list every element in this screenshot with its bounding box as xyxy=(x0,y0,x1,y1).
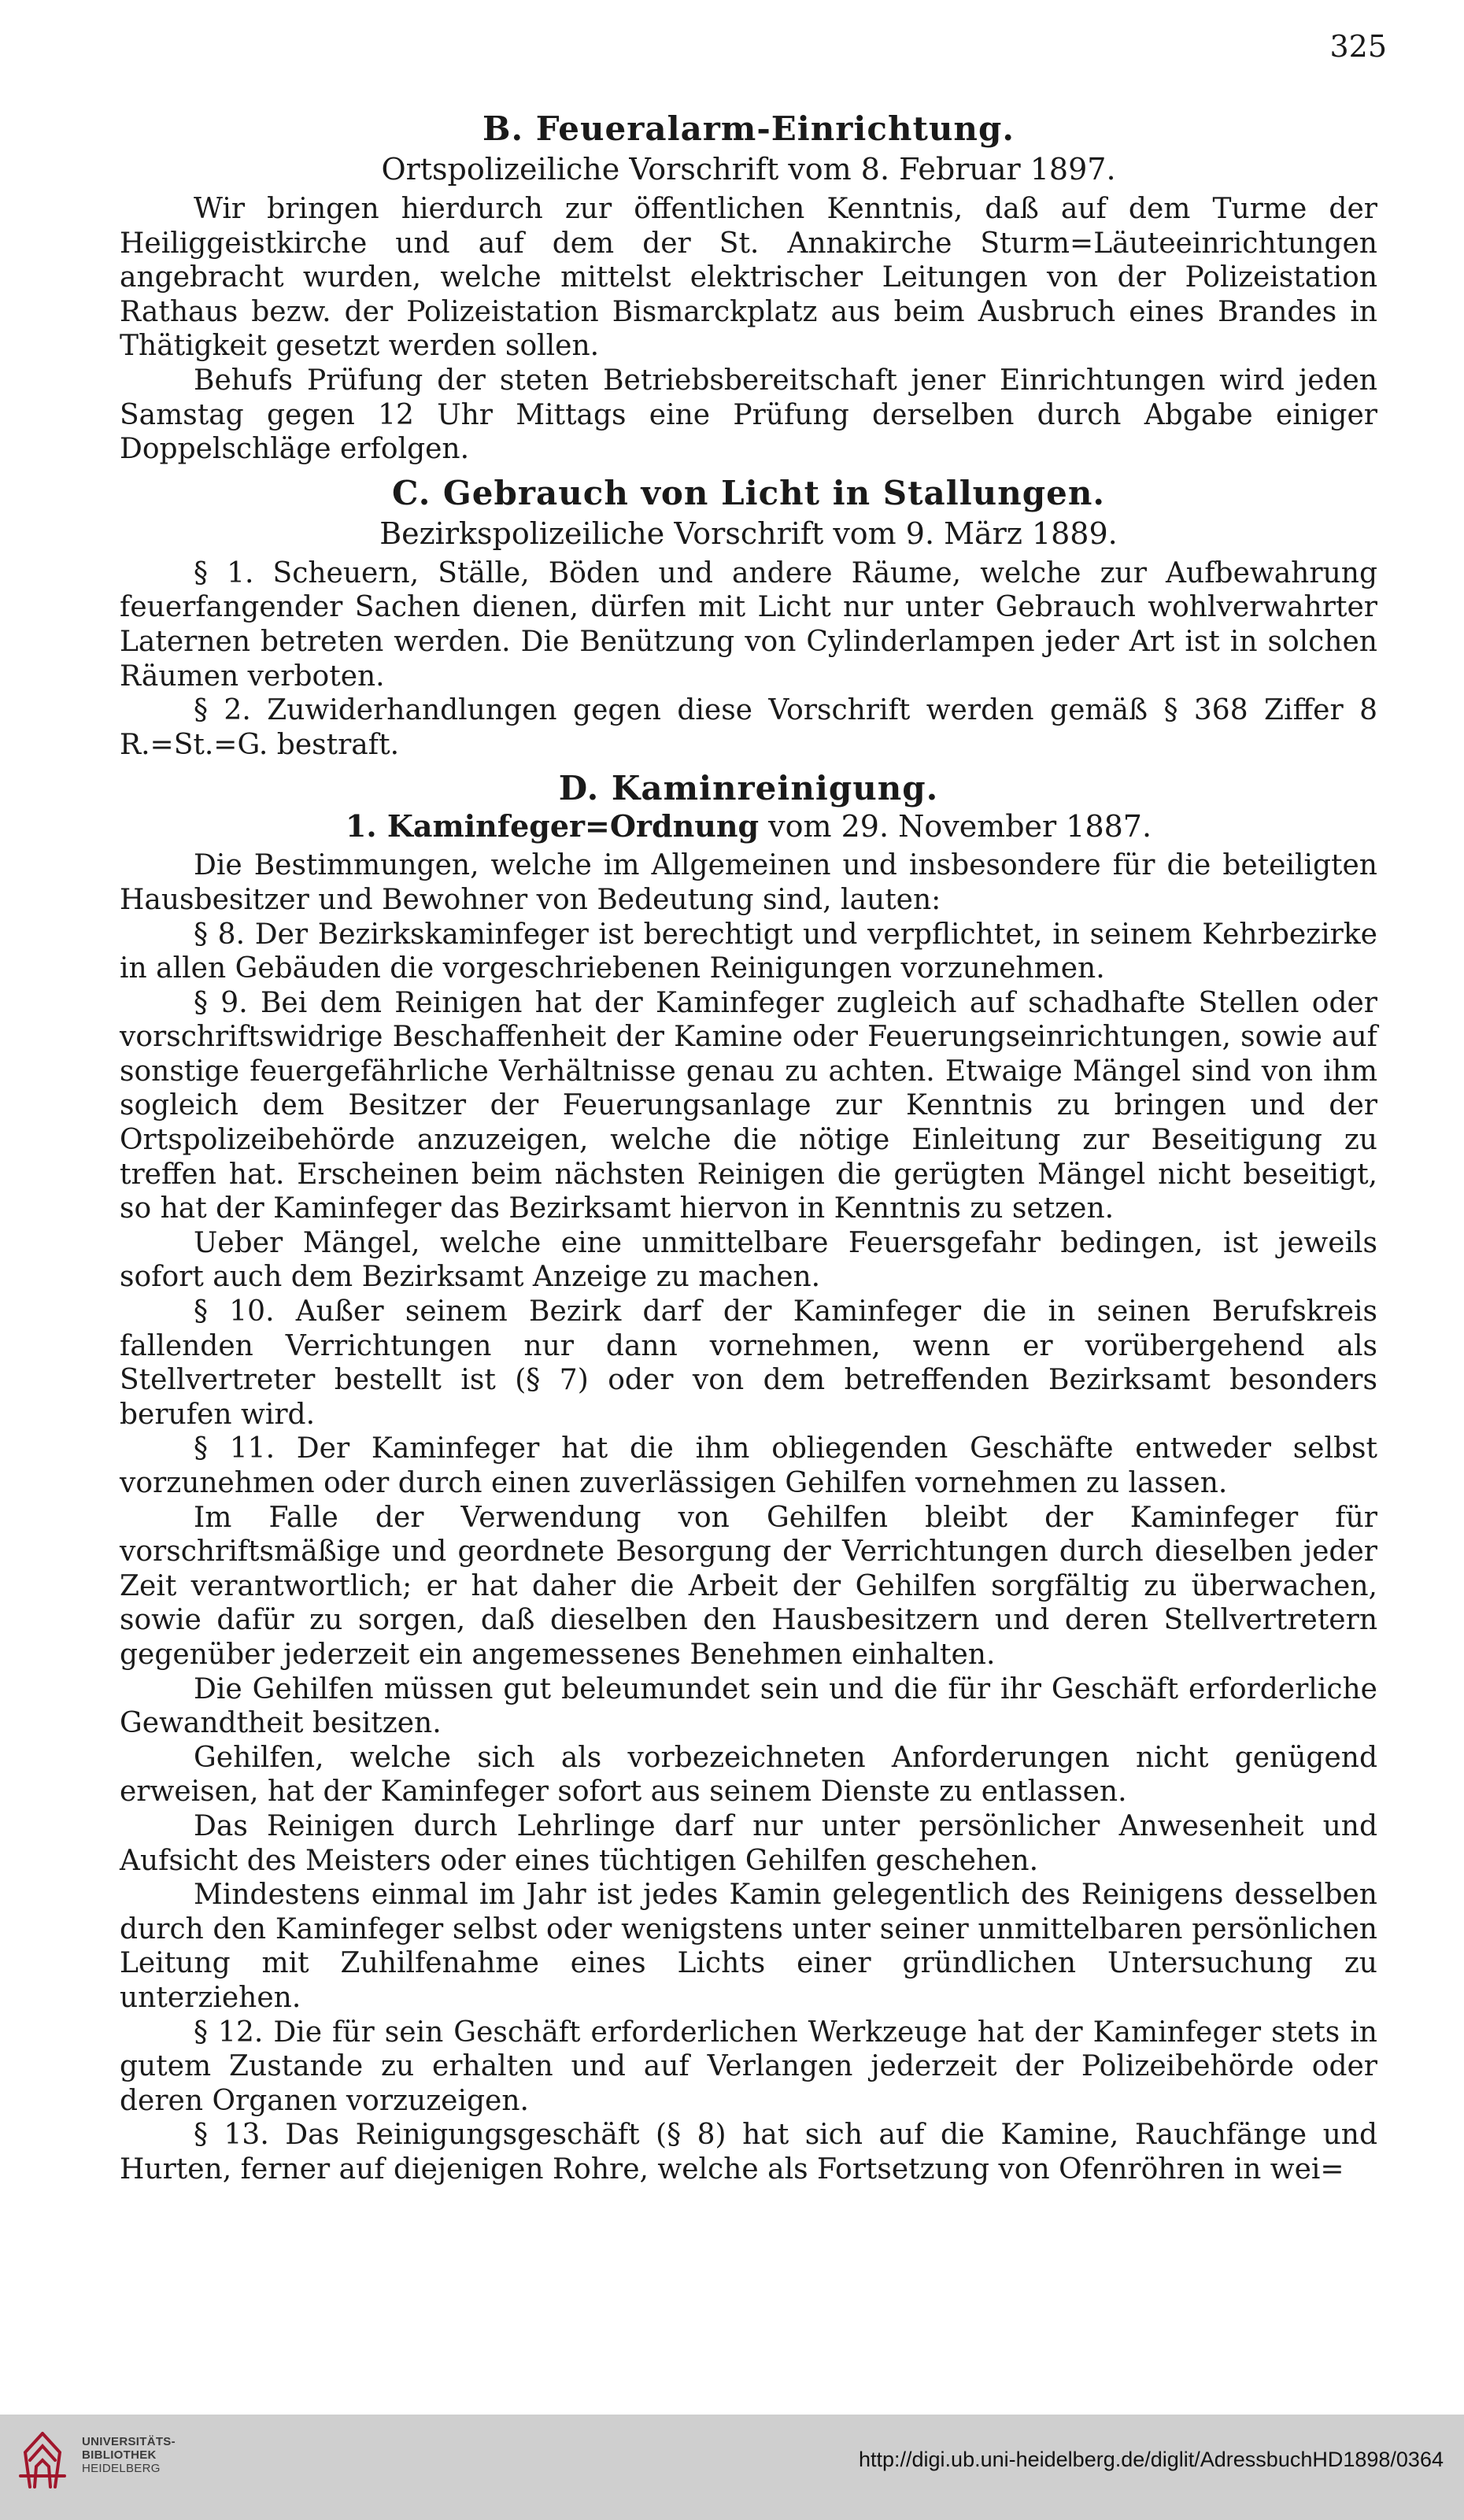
source-url-link[interactable]: http://digi.ub.uni-heidelberg.de/diglit/AdressbuchHD1898/0364 xyxy=(858,2448,1444,2471)
section-d-paragraph: § 11. Der Kaminfeger hat die ihm obliegenden Geschäfte entweder selbst vorzunehmen oder durch einen zuverlässigen Gehilfen vornehmen zu lassen. xyxy=(120,1432,1377,1499)
section-d-paragraph: Mindestens einmal im Jahr ist jedes Kamin gelegentlich des Reinigens desselben durch den Kaminfeger selbst oder wenigstens unter seiner unmittelbaren persönlichen Leitung mit Zuhilfenahme eines Lichts einer gründlichen Untersuchung zu unterziehen. xyxy=(120,1879,1377,2014)
page-number: 325 xyxy=(1329,29,1387,64)
section-b xyxy=(120,110,1377,467)
section-c-paragraph: § 2. Zuwiderhandlungen gegen diese Vorschrift werden gemäß § 368 Ziffer 8 R.=St.=G. bestraft. xyxy=(120,694,1377,761)
logo-line: UNIVERSITÄTS- xyxy=(82,2435,176,2448)
section-d-paragraph: Ueber Mängel, welche eine unmittelbare Feuersgefahr bedingen, ist jeweils sofort auch dem Bezirksamt Anzeige zu machen. xyxy=(120,1226,1377,1294)
section-d-paragraph: Das Reinigen durch Lehrlinge darf nur unter persönlicher Anwesenheit und Aufsicht des Meisters oder eines tüchtigen Gehilfen geschehen. xyxy=(120,1809,1377,1877)
footer-bar xyxy=(0,2415,1464,2520)
section-d-title: D. Kaminreinigung. xyxy=(558,769,939,808)
ordinance-title: 1. Kaminfeger=Ordnung xyxy=(345,808,760,844)
logo-line: HEIDELBERG xyxy=(82,2462,161,2475)
section-c xyxy=(120,475,1377,763)
section-d-paragraph: Die Gehilfen müssen gut beleumundet sein und die für ihr Geschäft erforderliche Gewandtheit besitzen. xyxy=(120,1672,1377,1740)
section-d-paragraph: Gehilfen, welche sich als vorbezeichneten Anforderungen nicht genügend erweisen, hat der Kaminfeger sofort aus seinem Dienste zu entlassen. xyxy=(120,1741,1377,1809)
logo-line: BIBLIOTHEK xyxy=(82,2448,157,2462)
section-b-paragraph: Behufs Prüfung der steten Betriebsbereitschaft jener Einrichtungen wird jeden Samstag gegen 12 Uhr Mittags eine Prüfung derselben durch Abgabe einiger Doppelschläge erfolgen. xyxy=(120,364,1377,466)
section-d-heading xyxy=(120,807,1377,845)
section-d-paragraph: § 9. Bei dem Reinigen hat der Kaminfeger zugleich auf schadhafte Stellen oder vorschriftswidrige Beschaffenheit der Kamine oder Feuerungseinrichtungen, sowie auf sonstige feuergefährliche Verhältnisse genau zu achten. Etwaige Mängel sind von ihm sogleich dem Besitzer der Feuerungsanlage zur Kenntnis zu bringen und der Ortspolizeibehörde anzuzeigen, welche die nötige Einleitung zur Beseitigung zu treffen hat. Erscheinen beim nächsten Reinigen die gerügten Mängel nicht beseitigt, so hat der Kaminfeger das Bezirksamt hiervon in Kenntnis zu setzen. xyxy=(120,986,1377,1225)
university-library-name xyxy=(82,2435,176,2475)
section-b-title: B. Feueralarm-Einrichtung. xyxy=(482,109,1015,148)
section-b-subtitle: Ortspolizeiliche Vorschrift vom 8. Februar 1897. xyxy=(381,152,1116,187)
section-b-paragraph: Wir bringen hierdurch zur öffentlichen Kenntnis, daß auf dem Turme der Heiliggeistkirche und auf dem der St. Annakirche Sturm=Läuteeinrichtungen angebracht wurden, welche mittelst elektrischer Leitungen von der Polizeistation Rathaus bezw. der Polizeistation Bismarckplatz aus beim Ausbruch eines Brandes in Thätigkeit gesetzt werden sollen. xyxy=(120,193,1377,363)
section-d-paragraph: § 12. Die für sein Geschäft erforderlichen Werkzeuge hat der Kaminfeger stets in gutem Zustande zu erhalten und auf Verlangen jederzeit der Polizeibehörde oder deren Organen vorzuzeigen. xyxy=(120,2016,1377,2117)
section-c-title: C. Gebrauch von Licht in Stallungen. xyxy=(392,473,1105,512)
university-library-logo-icon[interactable] xyxy=(14,2429,71,2492)
section-d-paragraph: Im Falle der Verwendung von Gehilfen bleibt der Kaminfeger für vorschriftsmäßige und geordnete Besorgung der Verrichtungen durch dieselben jeder Zeit verantwortlich; er hat daher die Arbeit der Gehilfen sorgfältig zu überwachen, sowie dafür zu sorgen, daß dieselben den Hausbesitzern und deren Stellvertretern gegenüber jederzeit ein angemessenes Benehmen einhalten. xyxy=(120,1501,1377,1671)
page-content xyxy=(120,110,1377,2186)
ordinance-date: vom 29. November 1887. xyxy=(759,809,1152,844)
section-c-paragraph: § 1. Scheuern, Ställe, Böden und andere Räume, welche zur Aufbewahrung feuerfangender Sachen dienen, dürfen mit Licht nur unter Gebrauch wohlverwahrter Laternen betreten werden. Die Benützung von Cylinderlampen jeder Art ist in solchen Räumen verboten. xyxy=(120,556,1377,693)
section-d xyxy=(120,770,1377,2186)
section-d-paragraph: Die Bestimmungen, welche im Allgemeinen und insbesondere für die beteiligten Hausbesitzer und Bewohner von Bedeutung sind, lauten: xyxy=(120,849,1377,916)
section-c-subtitle: Bezirkspolizeiliche Vorschrift vom 9. März 1889. xyxy=(379,515,1118,551)
section-d-paragraph: § 13. Das Reinigungsgeschäft (§ 8) hat sich auf die Kamine, Rauchfänge und Hurten, ferner auf diejenigen Rohre, welche als Fortsetzung von Ofenröhren in wei= xyxy=(120,2119,1377,2186)
section-d-paragraph: § 10. Außer seinem Bezirk darf der Kaminfeger die in seinen Berufskreis fallenden Verrichtungen nur dann vornehmen, wenn er vorübergehend als Stellvertreter bestellt ist (§ 7) oder von dem betreffenden Bezirksamt besonders berufen wird. xyxy=(120,1295,1377,1431)
section-d-paragraph: § 8. Der Bezirkskaminfeger ist berechtigt und verpflichtet, in seinem Kehrbezirke in allen Gebäuden die vorgeschriebenen Reinigungen vorzunehmen. xyxy=(120,918,1377,985)
